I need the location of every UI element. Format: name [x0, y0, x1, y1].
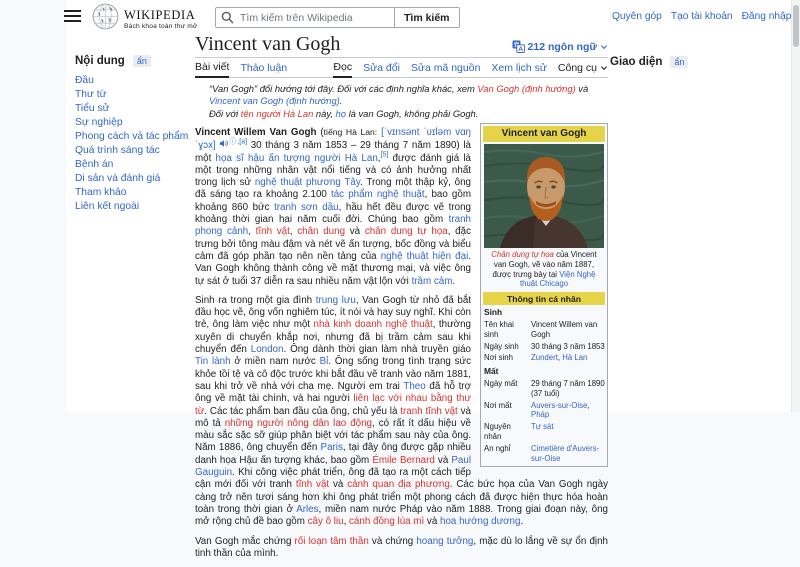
- text-run: này,: [313, 108, 336, 119]
- inline-link[interactable]: Émile Bernard: [372, 454, 435, 466]
- text-run: được đánh giá là một trong những nhân vật nổi tiếng và có ảnh hưởng nhất trong lịch sử: [195, 152, 471, 189]
- infobox-row: [483, 352, 605, 364]
- infobox-label: Tên khai sinh: [484, 319, 514, 339]
- text-run: .: [339, 95, 343, 106]
- text-run: , mặc dù lo lắng về sự ổn định tinh thần của mình.: [195, 535, 608, 559]
- text-run: và: [329, 479, 348, 491]
- inline-link[interactable]: Cimetière d'Auvers-sur-Oise: [531, 443, 600, 463]
- inline-link[interactable]: họ: [335, 108, 346, 119]
- infobox-row: [483, 421, 605, 443]
- appearance-panel: [610, 56, 688, 68]
- search-input[interactable]: [215, 7, 395, 28]
- infobox-label: Ngày mất: [484, 378, 518, 388]
- tab[interactable]: Sửa mã nguồn: [410, 62, 481, 74]
- text-run: . Các bức họa của Van Gogh ngày càng trở nên tươi sáng hơn khi ông phát triển một phong cách đã được hiện thực hóa hoàn toàn trong thời gian ở: [195, 479, 608, 515]
- inline-link[interactable]: chân dung: [297, 226, 346, 238]
- infobox-row: [483, 341, 605, 353]
- toc-item[interactable]: Sự nghiệp: [75, 117, 123, 128]
- infobox-value: [531, 353, 605, 363]
- inline-link[interactable]: Zundert: [531, 353, 558, 363]
- text-run: (: [316, 127, 324, 138]
- text-run: Van Gogh mắc chứng: [195, 535, 295, 547]
- hatnote: [195, 108, 608, 120]
- text-run: và mô tả: [195, 405, 471, 429]
- text-run: .: [520, 516, 524, 528]
- inline-link[interactable]: [ˈvɪnsənt ˈʋɪləm vɑŋ ˈɣɔx]: [195, 127, 471, 152]
- toc-item[interactable]: Tham khảo: [75, 187, 127, 198]
- inline-link[interactable]: rối loạn tâm thần: [294, 535, 369, 547]
- inline-link[interactable]: tác phẩm nghệ thuật: [330, 189, 425, 201]
- tab[interactable]: Thảo luận: [240, 62, 288, 74]
- inline-link[interactable]: Hà Lan: [562, 353, 588, 363]
- scrollbar-track[interactable]: [791, 0, 800, 412]
- inline-link[interactable]: tranh tĩnh vật: [400, 405, 458, 417]
- toc-item[interactable]: Di sản và đánh giá: [75, 173, 161, 184]
- infobox-section-header: Sinh: [484, 307, 503, 318]
- infobox-value: [531, 422, 605, 442]
- infobox-portrait-image[interactable]: [484, 144, 604, 248]
- text-run: và: [575, 83, 589, 94]
- wikipedia-wordmark: WIKIPEDIA: [124, 7, 196, 22]
- toc-item[interactable]: Thư từ: [75, 89, 107, 100]
- inline-link[interactable]: tên người Hà Lan: [240, 108, 314, 119]
- text-run: và: [345, 226, 365, 238]
- text-run: Vincent Willem van Gogh: [531, 319, 598, 339]
- toc-item[interactable]: Tiểu sử: [75, 103, 110, 114]
- inline-link[interactable]: nghệ thuật hiện đại: [380, 250, 469, 262]
- inline-link[interactable]: chân dung tự họa: [364, 226, 448, 238]
- infobox-label: Ngày sinh: [484, 341, 519, 351]
- text-run: đã hỗ trợ ông về mặt tài chính, và hai người: [195, 380, 471, 405]
- inline-link[interactable]: Van Gogh (định hướng): [477, 83, 576, 94]
- article-content: [195, 33, 608, 567]
- inline-link[interactable]: trầm cảm: [411, 275, 453, 287]
- infobox-label: An nghỉ: [484, 443, 511, 453]
- infobox: [480, 123, 608, 467]
- infobox-value: [531, 401, 605, 421]
- search-icon: [221, 11, 234, 24]
- tab[interactable]: Công cụ: [558, 59, 608, 77]
- toc-item[interactable]: Phong cách và tác phẩm: [75, 131, 189, 142]
- inline-link[interactable]: cánh đồng lúa mì: [349, 516, 425, 528]
- text-run: ,: [289, 226, 298, 238]
- inline-link[interactable]: Paul Gauguin: [195, 454, 471, 479]
- inline-link[interactable]: Viện Nghệ thuật Chicago: [519, 269, 596, 289]
- wikipedia-tagline: Bách khoa toàn thư mở: [124, 22, 198, 30]
- article-tab-bar: [195, 58, 608, 78]
- text-run: , có rất ít dấu hiệu về màu sắc sặc sỡ giúp phân biệt với tác phẩm sau này của ông. Năm 1886, ông chuyển đến: [195, 417, 472, 454]
- text-run: , miền nam nước Pháp vào năm 1888. Trong giai đoạn này, ông mở rộng chủ đề bao gồm: [195, 503, 608, 528]
- infobox-row: [483, 400, 605, 422]
- toc-item[interactable]: Quá trình sáng tác: [75, 145, 160, 156]
- inline-link[interactable]: Tin lành: [195, 356, 231, 368]
- infobox-caption: [483, 249, 605, 292]
- personal-tools: [612, 11, 791, 22]
- inline-link[interactable]: Auvers-sur-Oise: [531, 400, 588, 410]
- text-run: . Các tác phẩm ban đầu của ông, chủ yếu là: [204, 405, 401, 417]
- search-button[interactable]: Tìm kiếm: [394, 7, 460, 28]
- appearance-title: Giao diện: [610, 56, 663, 68]
- text-run: và chứng: [368, 535, 417, 547]
- infobox-personal-header: Thông tin cá nhân: [483, 292, 605, 305]
- text-run: .: [452, 275, 456, 287]
- inline-link[interactable]: hoa hướng dương: [440, 516, 521, 528]
- table-of-contents: [75, 55, 189, 214]
- text-run: ,: [587, 400, 590, 410]
- text-run: và: [434, 454, 452, 466]
- text-run: của Vincent van Gogh, vẽ vào năm 1887, được trưng bày tại: [492, 250, 597, 279]
- search-bar: [215, 7, 460, 28]
- inline-link[interactable]: hoang tưởng: [416, 535, 474, 547]
- hatnote: [195, 83, 608, 107]
- language-selector-button[interactable]: [512, 40, 608, 55]
- inline-link[interactable]: liên lạc với nhau bằng thư từ: [195, 393, 472, 417]
- text-run: , tại đây ông được gặp nhiều danh họa Hậu ấn tượng khác, bao gồm: [195, 442, 471, 466]
- infobox-value: [531, 320, 605, 340]
- wikipedia-globe-icon: [92, 3, 119, 35]
- inline-link[interactable]: tĩnh vật: [255, 226, 290, 238]
- text-run: ,: [377, 152, 381, 164]
- inline-link[interactable]: Chân dung tự họa: [491, 250, 554, 259]
- infobox-value: [531, 379, 605, 399]
- svg-text:A: A: [517, 46, 523, 53]
- text-run: , bao gồm khoảng 860 bức: [195, 189, 471, 213]
- language-icon: [512, 40, 525, 53]
- text-run: Vincent Willem Van Gogh: [195, 127, 317, 138]
- text-run: . Trong một thập kỷ, ông đã sáng tạo ra khoảng 2.100: [195, 177, 471, 201]
- inline-link[interactable]: Theo: [403, 380, 426, 392]
- language-count-label: 212 ngôn ngữ: [527, 40, 597, 53]
- text-run: . Ông sống trong tình trạng sức khỏe tồi tệ và cô độc trước khi bắt đầu vẽ tranh vào năm 1881, sau khi trở về nhà với cha mẹ. Người em trai: [195, 356, 472, 392]
- toc-item[interactable]: Liên kết ngoài: [75, 201, 140, 212]
- scrollbar-thumb[interactable]: [793, 5, 799, 47]
- infobox-value: [531, 342, 605, 352]
- appearance-hide-button[interactable]: ẩn: [670, 56, 688, 68]
- inline-link[interactable]: tĩnh vật: [295, 479, 330, 491]
- infobox-title: Vincent van Gogh: [483, 126, 605, 142]
- header-link[interactable]: Quyên góp: [612, 11, 662, 22]
- text-run: ở miền nam nước: [230, 356, 320, 368]
- hatnote-block: [195, 83, 608, 120]
- text-run: . Khi công việc phát triển, ông đã tạo ra một cách tiếp cận mới đối với tranh: [195, 467, 471, 491]
- inline-link[interactable]: Bỉ: [319, 356, 329, 368]
- wikipedia-logo[interactable]: [92, 3, 197, 35]
- infobox-row: [483, 378, 605, 400]
- text-run: 29 tháng 7 năm 1890 (37 tuổi): [531, 378, 605, 398]
- tab[interactable]: Đọc: [333, 58, 352, 78]
- inline-link[interactable]: Paris: [320, 442, 343, 454]
- inline-link[interactable]: [5]: [380, 151, 389, 159]
- text-run: “Van Gogh” đổi hướng tới đây. Đối với các định nghĩa khác, xem: [209, 83, 478, 94]
- infobox-label: Nơi sinh: [484, 353, 513, 363]
- inline-link[interactable]: Vincent van Gogh (định hướng): [209, 95, 340, 106]
- inline-link[interactable]: Tự sát: [531, 422, 554, 432]
- tab[interactable]: Sửa đổi: [363, 62, 400, 74]
- inline-link[interactable]: những người nông dân lao động: [224, 417, 373, 429]
- toc-item[interactable]: Bệnh án: [75, 159, 114, 170]
- header-link[interactable]: Tạo tài khoản: [670, 11, 733, 22]
- text-run: và: [424, 516, 440, 528]
- text-run: ,: [343, 516, 350, 528]
- header-link[interactable]: Đăng nhập: [741, 11, 792, 22]
- text-run: Đối với: [209, 108, 241, 119]
- toc-hide-button[interactable]: ẩn: [133, 55, 151, 67]
- inline-link[interactable]: cảnh quan địa phương: [347, 479, 450, 491]
- toc-item[interactable]: Đầu: [75, 75, 94, 86]
- inline-link[interactable]: Pháp: [531, 410, 550, 420]
- inline-link[interactable]: nhà kinh doanh nghệ thuật: [313, 319, 433, 331]
- infobox-row: [483, 319, 605, 341]
- tab[interactable]: Bài viết: [195, 58, 229, 78]
- inline-link[interactable]: tranh sơn dầu: [274, 201, 339, 213]
- main-menu-icon[interactable]: [64, 10, 81, 23]
- infobox-value: [531, 444, 605, 464]
- text-run: 30 tháng 3 năm 1853: [531, 341, 605, 351]
- text-run: , đặc trưng bởi tông màu đậm và nét vẽ ấn tượng, bốc đồng và biểu cảm đã góp phần tạo nên nền tảng của: [195, 226, 471, 262]
- text-run: ,: [557, 353, 563, 363]
- infobox-row: [483, 443, 605, 465]
- text-run: tiếng Hà Lan:: [323, 127, 378, 137]
- inline-link[interactable]: London: [250, 344, 284, 356]
- text-run: là van Gogh, không phải Gogh.: [345, 108, 479, 119]
- toc-title: Nội dung: [75, 55, 125, 67]
- text-run: 30 tháng 3 năm 1853 – 29 tháng 7 năm 1890) là một: [195, 140, 471, 164]
- article-paragraph: [195, 536, 608, 561]
- infobox-label: Nguyên nhân: [484, 422, 511, 441]
- inline-link[interactable]: trung lưu: [315, 294, 356, 306]
- inline-link[interactable]: cây ô liu: [307, 516, 344, 528]
- tab[interactable]: Xem lịch sử: [491, 62, 547, 74]
- infobox-section-header: Mất: [484, 366, 499, 377]
- text-run: ,: [248, 226, 256, 238]
- text-run: , hầu hết đều được vẽ trong khoảng thời gian hai năm cuối đời. Chúng bao gồm: [195, 201, 471, 226]
- inline-link[interactable]: tranh phong cảnh: [195, 214, 471, 238]
- inline-link[interactable]: ⓘ,[a]: [228, 139, 248, 147]
- inline-link[interactable]: họa sĩ hậu ấn tượng người Hà Lan: [215, 152, 378, 164]
- text-run: . Van Gogh không thành công về mặt thương mại, và việc ông tự sát ở tuổi 37 diễn ra sau nhiều năm vật lộn với: [195, 250, 471, 287]
- text-run: , thường xuyên di chuyển khắp nơi, nhưng đã bị trầm cảm sau khi chuyển đến: [195, 319, 471, 356]
- inline-link[interactable]: nghệ thuật phương Tây: [254, 177, 361, 189]
- inline-link[interactable]: Arles: [296, 503, 319, 515]
- page-title: Vincent van Gogh: [195, 33, 341, 55]
- text-run: , Van Gogh từ nhỏ đã bắt đầu học vẽ, ông vốn nghiêm túc, ít nói và hay suy nghĩ. Khi còn trẻ, ông làm việc như một: [195, 294, 471, 331]
- infobox-label: Nơi mất: [484, 400, 512, 410]
- text-run: . Ông dành thời gian làm nhà truyền giáo: [283, 344, 471, 356]
- chevron-down-icon: [600, 43, 608, 51]
- text-run: Sinh ra trong một gia đình: [195, 294, 316, 306]
